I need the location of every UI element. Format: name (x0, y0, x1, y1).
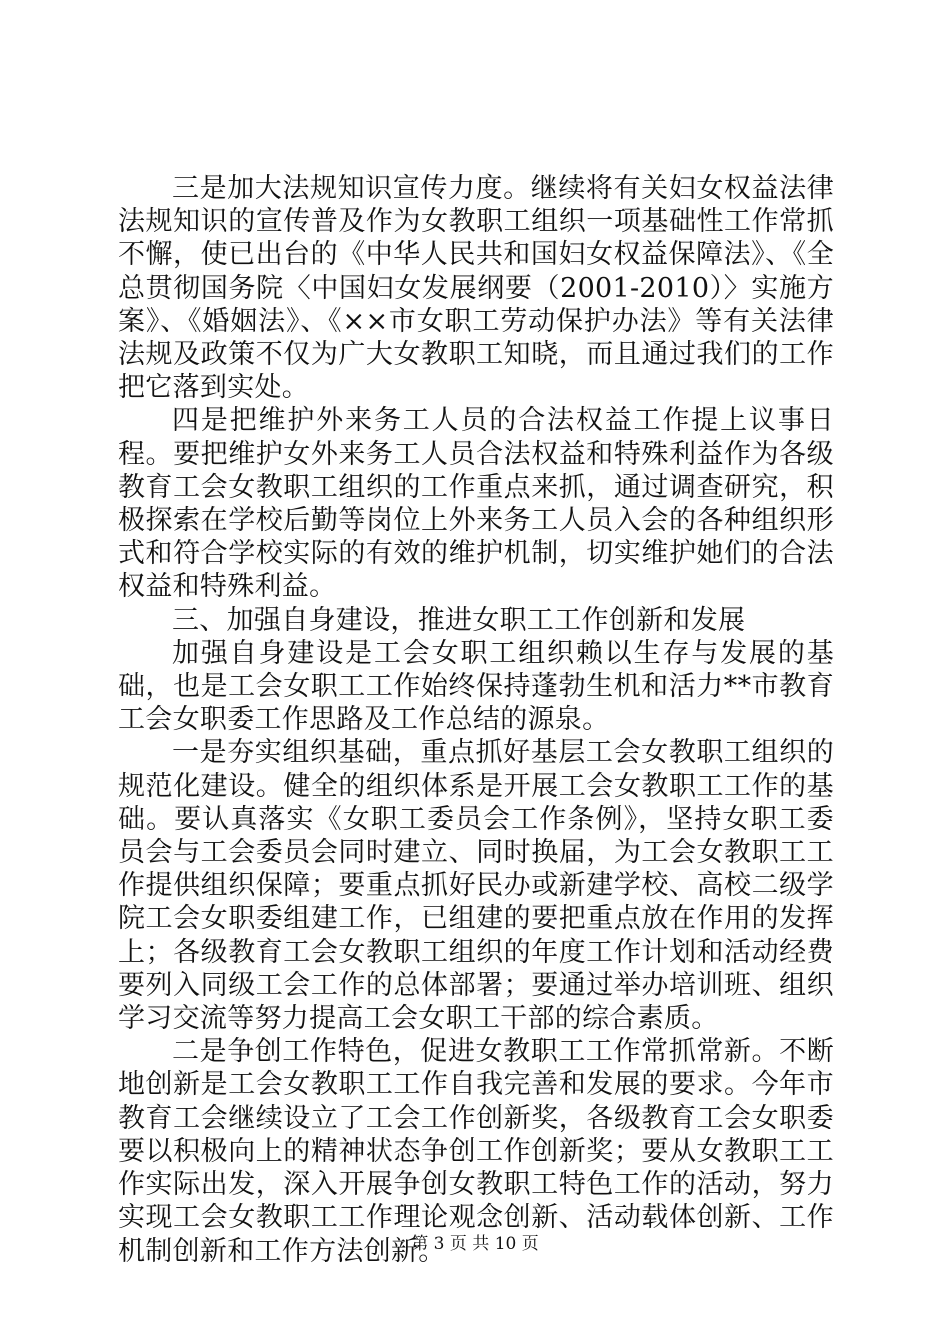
paragraph-organization-foundation: 一是夯实组织基础，重点抓好基层工会女教职工组织的规范化建设。健全的组织体系是开展工会女教职工工作的基础。要认真落实《女职工委员会工作条例》，坚持女职工委员会与工会委员会同时建立、同时换届，为工会女教职工工作提供组织保障；要重点抓好民办或新建学校、高校二级学院工会女职委组建工作，已组建的要把重点放在作用的发挥上；各级教育工会女教职工组织的年度工作计划和活动经费要列入同级工会工作的总体部署；要通过举办培训班、组织学习交流等努力提高工会女职工干部的综合素质。 (118, 737, 834, 1035)
document-body (118, 172, 834, 1268)
paragraph-work-innovation: 二是争创工作特色，促进女教职工工作常抓常新。不断地创新是工会女教职工工作自我完善和发展的要求。今年市教育工会继续设立了工会工作创新奖，各级教育工会女职委要以积极向上的精神状态争创工作创新奖；要从女教职工工作实际出发，深入开展争创女教职工特色工作的活动，努力实现工会女教职工工作理论观念创新、活动载体创新、工作机制创新和工作方法创新。 (118, 1036, 834, 1267)
paragraph-self-building-intro: 加强自身建设是工会女职工组织赖以生存与发展的基础，也是工会女职工工作始终保持蓬勃生机和活力**市教育工会女职委工作思路及工作总结的源泉。 (118, 637, 834, 736)
paragraph-legal-publicity: 三是加大法规知识宣传力度。继续将有关妇女权益法律法规知识的宣传普及作为女教职工组织一项基础性工作常抓不懈，使已出台的《中华人民共和国妇女权益保障法》、《全总贯彻国务院〈中国妇女发展纲要（2001-2010）〉实施方案》、《婚姻法》、《××市女职工劳动保护办法》等有关法律法规及政策不仅为广大女教职工知晓，而且通过我们的工作把它落到实处。 (118, 173, 834, 404)
paragraph-migrant-workers: 四是把维护外来务工人员的合法权益工作提上议事日程。要把维护女外来务工人员合法权益和特殊利益作为各级教育工会女教职工组织的工作重点来抓，通过调查研究，积极探索在学校后勤等岗位上外来务工人员入会的各种组织形式和符合学校实际的有效的维护机制，切实维护她们的合法权益和特殊利益。 (118, 405, 834, 603)
section-heading-self-building: 三、加强自身建设，推进女职工工作创新和发展 (172, 604, 746, 636)
page-number-footer: 第 3 页 共 10 页 (411, 1234, 539, 1254)
